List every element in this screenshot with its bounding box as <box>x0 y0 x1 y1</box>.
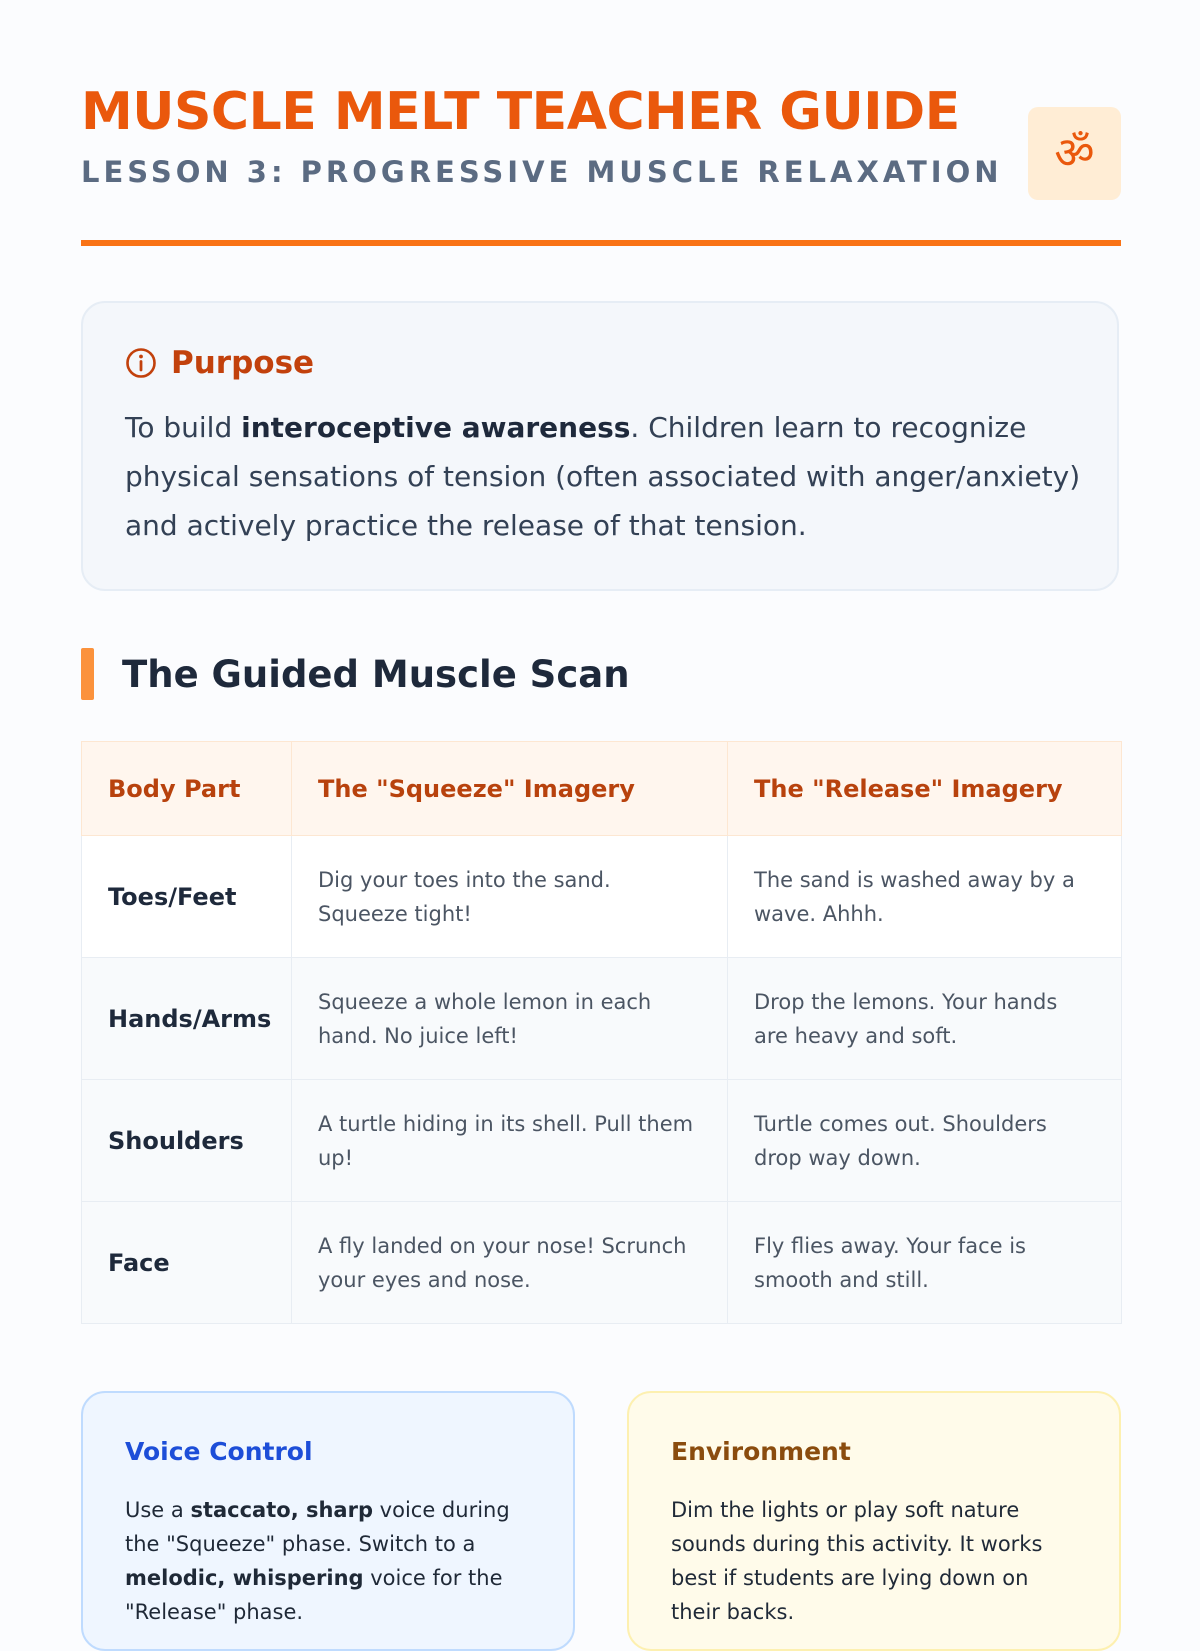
muscle-scan-table <box>81 741 1122 1324</box>
release-cell: Turtle comes out. Shoulders drop way down. <box>728 1080 1122 1202</box>
om-icon: ॐ <box>1028 107 1121 200</box>
section-title: The Guided Muscle Scan <box>122 652 630 696</box>
page-subtitle: LESSON 3: PROGRESSIVE MUSCLE RELAXATION <box>81 155 1003 189</box>
squeeze-cell: A fly landed on your nose! Scrunch your eyes and nose. <box>292 1202 728 1324</box>
purpose-text-part: . Children learn to recognize physical sensations of tension (often associated with anger/anxiety) and actively practice the release of that tension. <box>125 411 1081 542</box>
table-header-row <box>82 742 1122 836</box>
purpose-text-emphasis: interoceptive awareness <box>241 411 631 444</box>
table-row <box>82 1080 1122 1202</box>
section-heading <box>81 648 630 700</box>
purpose-text <box>125 403 1085 550</box>
environment-card <box>627 1391 1121 1651</box>
column-header-body-part: Body Part <box>82 742 292 836</box>
body-part-cell: Toes/Feet <box>82 836 292 958</box>
release-cell: Fly flies away. Your face is smooth and still. <box>728 1202 1122 1324</box>
release-cell: The sand is washed away by a wave. Ahhh. <box>728 836 1122 958</box>
voice-control-title: Voice Control <box>125 1437 313 1466</box>
body-part-cell: Shoulders <box>82 1080 292 1202</box>
purpose-text-part: To build <box>125 411 242 444</box>
column-header-squeeze: The "Squeeze" Imagery <box>292 742 728 836</box>
column-header-release: The "Release" Imagery <box>728 742 1122 836</box>
table-row <box>82 1202 1122 1324</box>
voice-text-part: Use a <box>125 1498 191 1522</box>
squeeze-cell: Squeeze a whole lemon in each hand. No juice left! <box>292 958 728 1080</box>
voice-text-emphasis: staccato, sharp <box>190 1498 373 1522</box>
release-cell: Drop the lemons. Your hands are heavy and soft. <box>728 958 1122 1080</box>
header <box>81 78 1121 208</box>
header-divider <box>81 240 1121 246</box>
environment-title: Environment <box>671 1437 851 1466</box>
purpose-card <box>81 301 1119 591</box>
voice-control-text <box>125 1493 535 1629</box>
squeeze-cell: A turtle hiding in its shell. Pull them up! <box>292 1080 728 1202</box>
squeeze-cell: Dig your toes into the sand. Squeeze tight! <box>292 836 728 958</box>
voice-text-emphasis: melodic, whispering <box>125 1566 364 1590</box>
table-row <box>82 836 1122 958</box>
info-icon <box>125 347 157 379</box>
section-accent-bar <box>81 648 94 700</box>
table-row <box>82 958 1122 1080</box>
purpose-heading <box>125 345 314 381</box>
page-title: MUSCLE MELT TEACHER GUIDE <box>81 82 960 142</box>
body-part-cell: Face <box>82 1202 292 1324</box>
purpose-title: Purpose <box>171 345 315 381</box>
body-part-cell: Hands/Arms <box>82 958 292 1080</box>
voice-text-part: voice for the "Release" phase. <box>125 1566 503 1624</box>
environment-text: Dim the lights or play soft nature sounds during this activity. It works best if students are lying down on their backs. <box>671 1498 1043 1624</box>
voice-text-part: voice during the "Squeeze" phase. Switch to a <box>125 1498 510 1556</box>
voice-control-card <box>81 1391 575 1651</box>
